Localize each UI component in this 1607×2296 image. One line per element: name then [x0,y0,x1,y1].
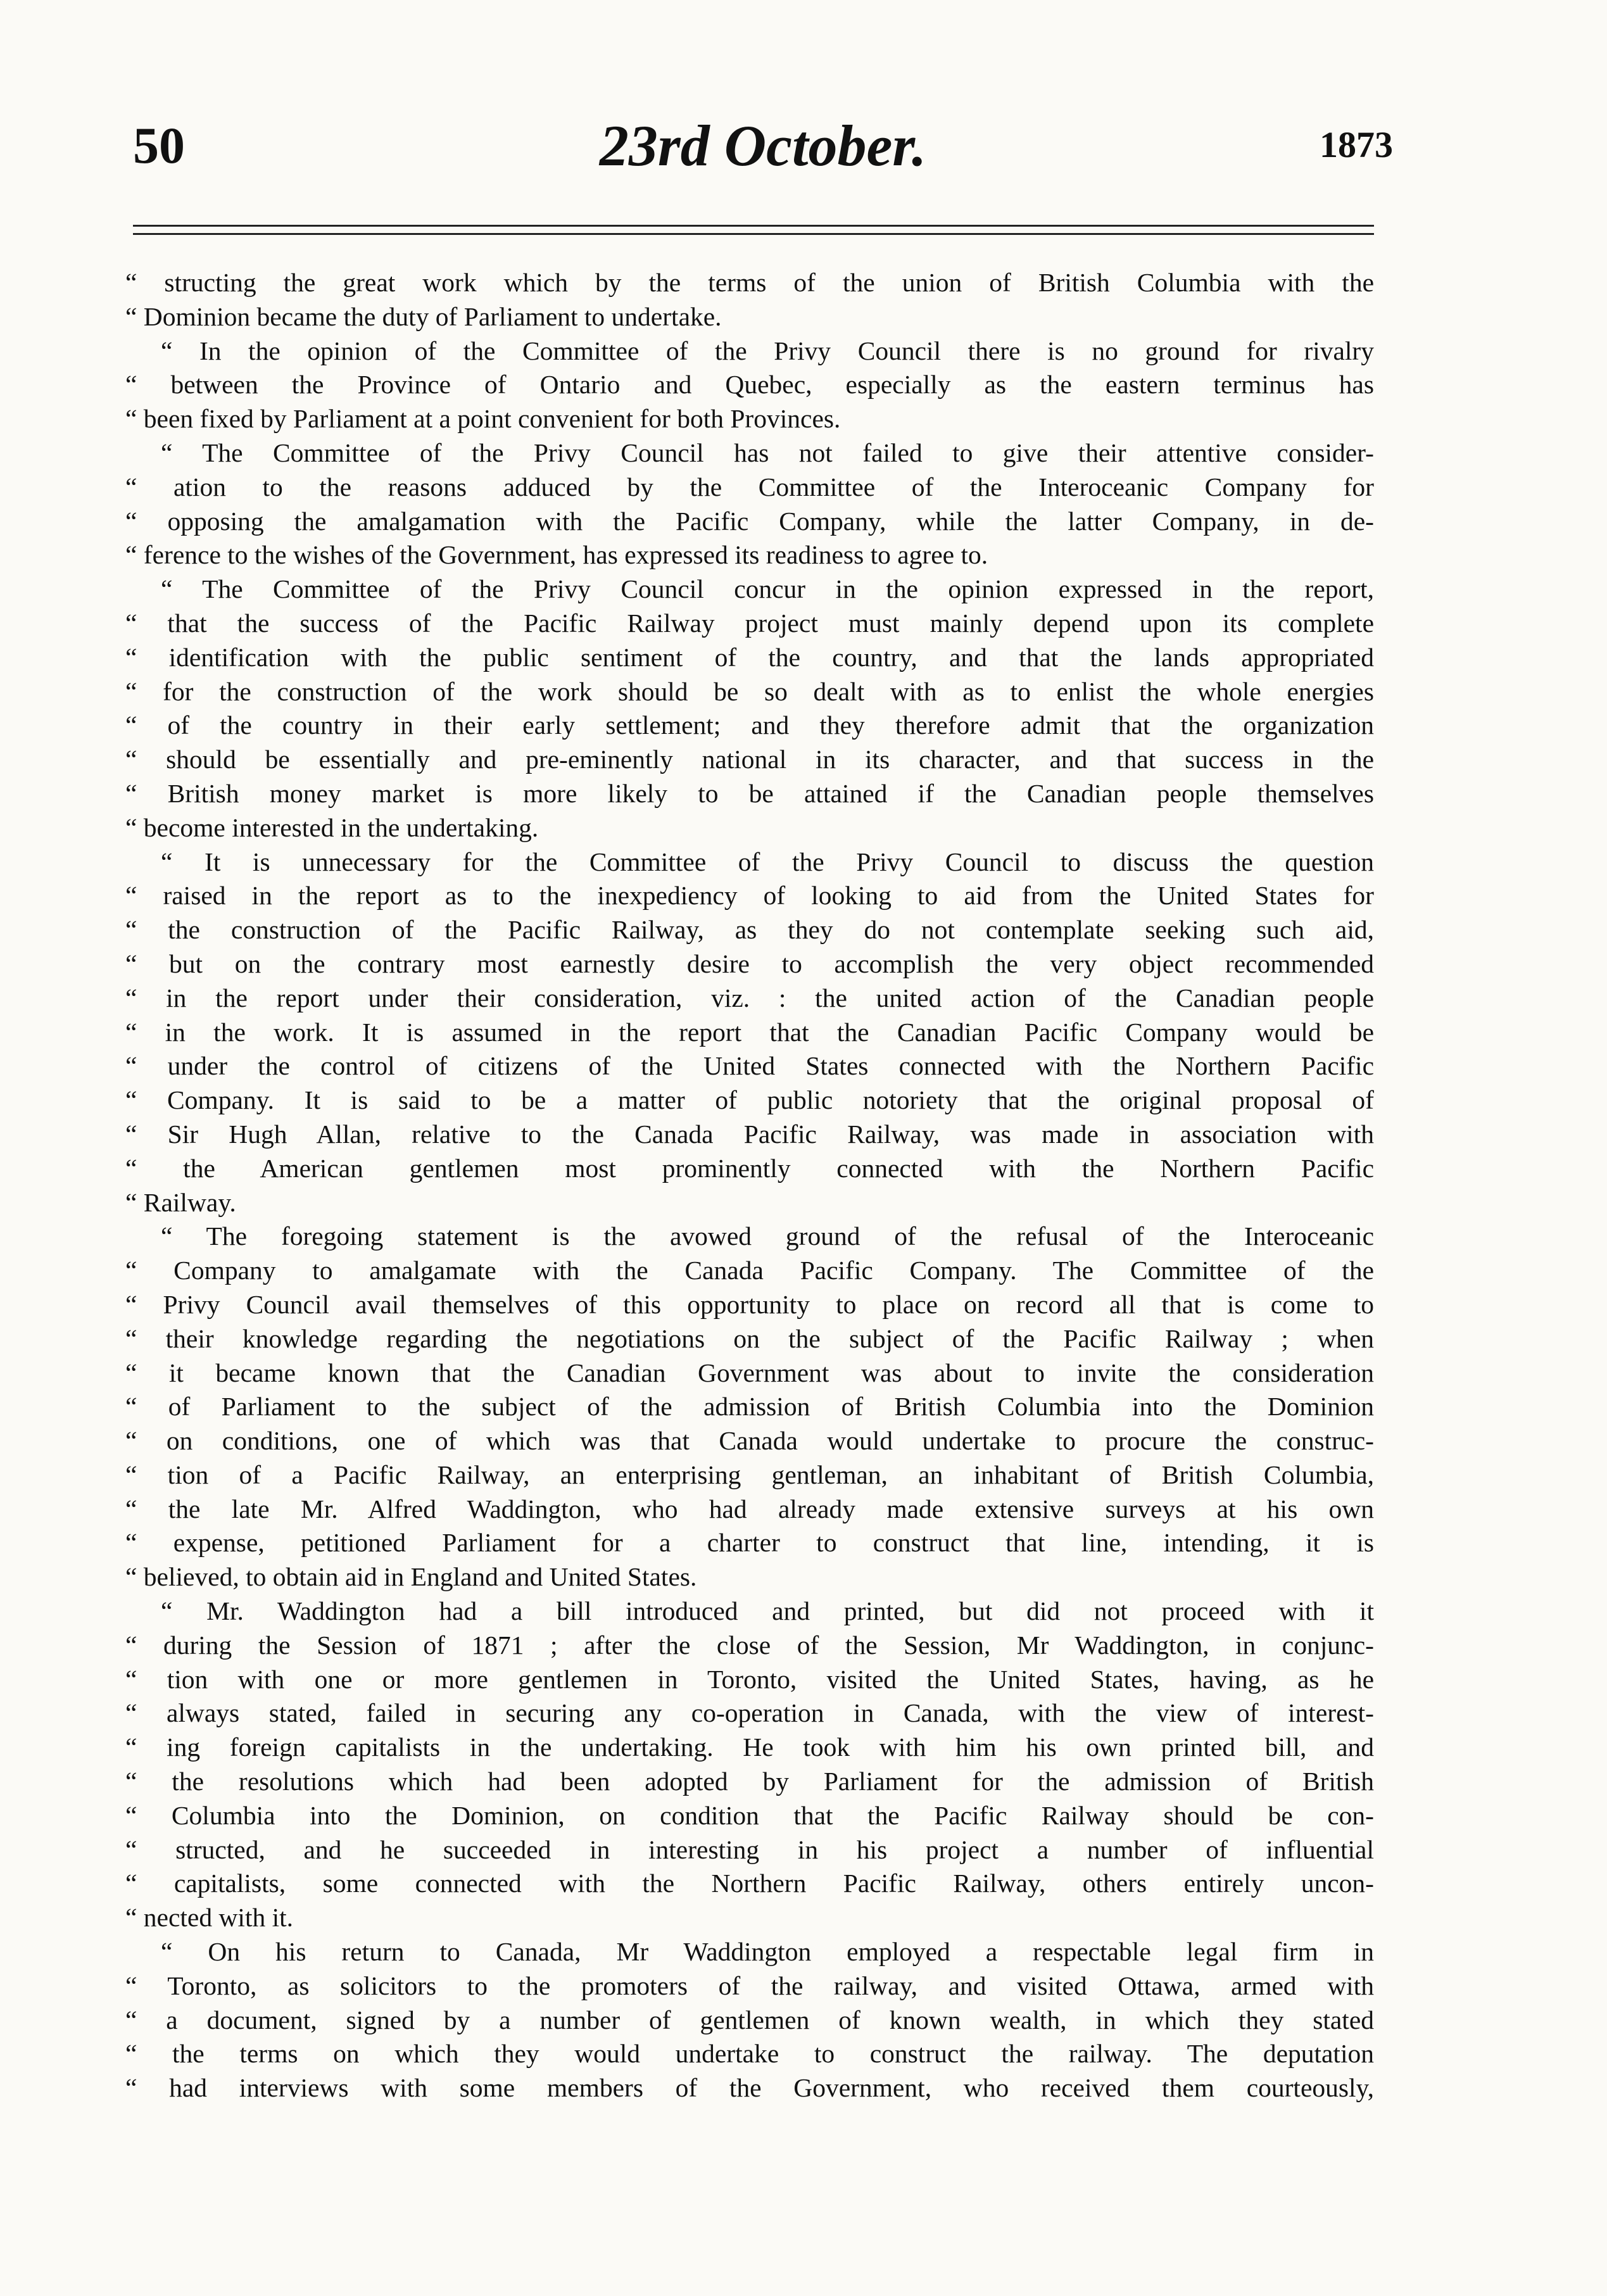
text-line: “ Privy Council avail themselves of this opportunity to place on record all that is come to [125,1289,1374,1319]
text-line: “ Company to amalgamate with the Canada Pacific Company. The Committee of the [125,1256,1374,1285]
text-line: “ tion of a Pacific Railway, an enterprising gentleman, an inhabitant of British Columbia, [125,1460,1374,1489]
text-line: “ ference to the wishes of the Government, has expressed its readiness to agree to. [125,540,988,570]
text-line: “ The Committee of the Privy Council concur in the opinion expressed in the report, [161,574,1374,604]
text-line: “ been fixed by Parliament at a point convenient for both Provinces. [125,404,841,434]
text-line: “ structed, and he succeeded in interesting in his project a number of influential [125,1834,1374,1864]
text-line: “ during the Session of 1871 ; after the close of the Session, Mr Waddington, in conjunc- [125,1630,1374,1660]
text-line: “ the terms on which they would undertake to construct the railway. The deputation [125,2039,1374,2069]
header-rule-top [133,225,1374,227]
text-line: “ a document, signed by a number of gentlemen of known wealth, in which they stated [125,2005,1374,2034]
text-line: “ nected with it. [125,1903,294,1933]
text-line: “ it became known that the Canadian Government was about to invite the consideration [125,1358,1374,1387]
text-line: “ Toronto, as solicitors to the promoters of the railway, and visited Ottawa, armed with [125,1971,1374,2000]
text-line: “ their knowledge regarding the negotiations on the subject of the Pacific Railway ; when [125,1323,1374,1353]
page-title: 23rd October. [599,113,927,178]
text-line: “ opposing the amalgamation with the Pacific Company, while the latter Company, in de- [125,506,1374,536]
text-line: “ of Parliament to the subject of the admission of British Columbia into the Dominion [125,1392,1374,1422]
text-line: “ believed, to obtain aid in England and United States. [125,1562,697,1592]
text-line: “ structing the great work which by the terms of the union of British Columbia with the [125,268,1374,297]
text-line: “ in the work. It is assumed in the report that the Canadian Pacific Company would be [125,1017,1374,1047]
text-line: “ capitalists, some connected with the Northern Pacific Railway, others entirely uncon- [125,1869,1374,1898]
text-line: “ between the Province of Ontario and Quebec, especially as the eastern terminus has [125,370,1374,400]
text-line: “ the late Mr. Alfred Waddington, who had already made extensive surveys at his own [125,1494,1374,1523]
text-line: “ the construction of the Pacific Railway, as they do not contemplate seeking such aid, [125,915,1374,945]
text-line: “ but on the contrary most earnestly desire to accomplish the very object recommended [125,949,1374,978]
text-line: “ should be essentially and pre-eminently national in its character, and that success in the [125,745,1374,774]
text-line: “ The foregoing statement is the avowed ground of the refusal of the Interoceanic [161,1221,1374,1251]
text-line: “ in the report under their consideration, viz. : the united action of the Canadian people [125,983,1374,1012]
text-line: “ ation to the reasons adduced by the Committee of the Interoceanic Company for [125,472,1374,501]
text-line: “ In the opinion of the Committee of the Privy Council there is no ground for rivalry [161,336,1374,365]
text-line: “ on conditions, one of which was that Canada would undertake to procure the construc- [125,1426,1374,1456]
text-line: “ British money market is more likely to be attained if the Canadian people themselves [125,778,1374,808]
text-line: “ identification with the public sentiment of the country, and that the lands appropriated [125,642,1374,672]
header-rule-bottom [133,233,1374,235]
body-text [125,266,1374,2105]
text-line: “ expense, petitioned Parliament for a charter to construct that line, intending, it is [125,1528,1374,1558]
text-line: “ Dominion became the duty of Parliament to undertake. [125,301,722,331]
text-line: “ for the construction of the work should be so dealt with as to enlist the whole energies [125,676,1374,706]
page-number: 50 [133,117,185,174]
text-line: “ the resolutions which had been adopted by Parliament for the admission of British [125,1767,1374,1796]
text-line: “ under the control of citizens of the United States connected with the Northern Pacific [125,1051,1374,1081]
text-line: “ Mr. Waddington had a bill introduced and printed, but did not proceed with it [161,1596,1374,1626]
text-line: “ ing foreign capitalists in the undertaking. He took with him his own printed bill, and [125,1732,1374,1762]
text-line: “ Columbia into the Dominion, on condition that the Pacific Railway should be con- [125,1800,1374,1830]
page-header [133,111,1393,193]
header-year: 1873 [1320,124,1393,165]
text-line: “ On his return to Canada, Mr Waddington employed a respectable legal firm in [161,1937,1374,1967]
text-line: “ of the country in their early settlement; and they therefore admit that the organization [125,710,1374,740]
text-line: “ Railway. [125,1187,236,1217]
text-line: “ The Committee of the Privy Council has not failed to give their attentive consider- [161,438,1374,467]
text-line: “ Company. It is said to be a matter of public notoriety that the original proposal of [125,1085,1374,1115]
text-line: “ had interviews with some members of the Government, who received them courteously, [125,2073,1374,2103]
text-line: “ that the success of the Pacific Railway project must mainly depend upon its complete [125,608,1374,638]
text-line: “ raised in the report as to the inexpediency of looking to aid from the United States for [125,881,1374,911]
text-line: “ become interested in the undertaking. [125,812,539,842]
text-line: “ tion with one or more gentlemen in Toronto, visited the United States, having, as he [125,1664,1374,1694]
text-line: “ the American gentlemen most prominently connected with the Northern Pacific [125,1153,1374,1183]
text-line: “ Sir Hugh Allan, relative to the Canada Pacific Railway, was made in association with [125,1119,1374,1149]
text-line: “ It is unnecessary for the Committee of the Privy Council to discuss the question [161,847,1374,876]
text-line: “ always stated, failed in securing any co-operation in Canada, with the view of interest- [125,1698,1374,1728]
